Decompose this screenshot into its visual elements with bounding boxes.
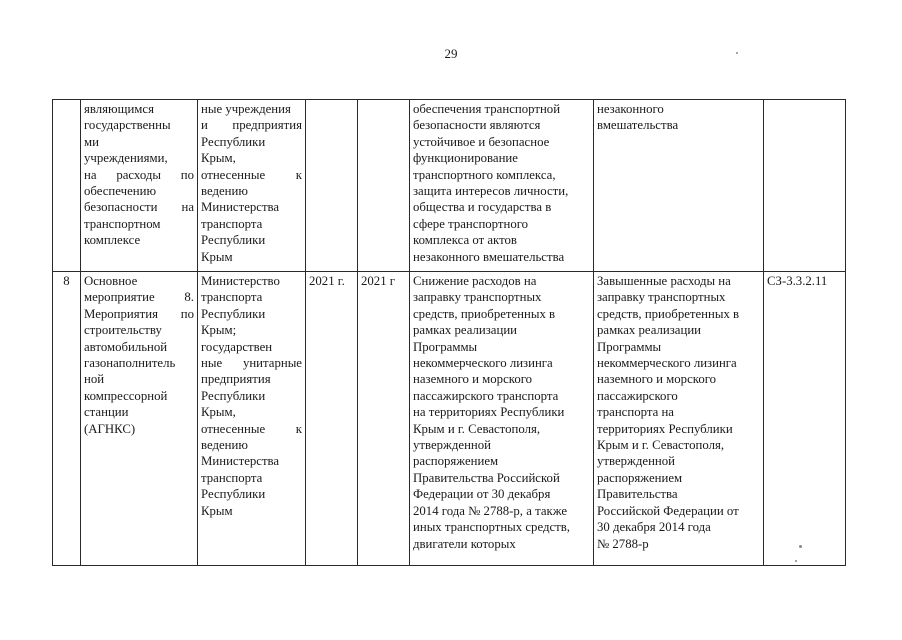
cell-line: государствен: [201, 339, 273, 354]
cell-reference: СЗ-3.3.2.11: [764, 272, 846, 566]
cell-line: Республики: [201, 487, 266, 502]
cell-expected-result: [410, 100, 594, 272]
cell-line: пассажирского: [597, 388, 678, 403]
cell-line: некоммерческого лизинга: [413, 356, 553, 371]
cell-line: Программы: [597, 339, 662, 354]
cell-word: отнесенные: [201, 421, 266, 436]
cell-line: Министерство: [201, 274, 280, 288]
cell-line: ми: [84, 134, 99, 149]
cell-line: заправку транспортных: [597, 290, 726, 305]
cell-line: утвержденной: [597, 454, 676, 469]
cell-line: распоряжением: [413, 454, 499, 469]
cell-start-date: [306, 100, 358, 272]
cell-line: функционирование: [413, 151, 518, 166]
cell-responsible: [198, 100, 306, 272]
cell-word: по: [180, 306, 194, 321]
cell-word: ные: [201, 356, 223, 371]
cell-line: Федерации от 30 декабря: [413, 487, 551, 502]
cell-line: Крым: [201, 503, 233, 518]
cell-line: [201, 421, 302, 437]
cell-line: 30 декабря 2014 года: [597, 520, 711, 535]
cell-line: [84, 273, 194, 289]
scan-speck: [736, 52, 738, 54]
cell-line: ведению: [201, 184, 248, 199]
cell-line: транспорта на: [597, 405, 674, 420]
cell-line: сфере транспортного: [413, 216, 529, 231]
cell-line: ной: [84, 372, 105, 387]
cell-line: транспорта: [201, 216, 263, 231]
cell-line: территориях Республики: [597, 421, 733, 436]
cell-line: пассажирского транспорта: [413, 388, 559, 403]
table-body: [53, 100, 846, 566]
cell-measure: [81, 100, 198, 272]
cell-word: Основное: [84, 274, 138, 288]
cell-line: Правительства Российской: [413, 470, 560, 485]
cell-line: утвержденной: [413, 438, 492, 453]
cell-line: некоммерческого лизинга: [597, 356, 737, 371]
cell-word: к: [295, 167, 302, 182]
cell-line: Министерства: [201, 454, 280, 469]
cell-line: средств, приобретенных в: [597, 306, 740, 321]
cell-line: строительству: [84, 323, 162, 338]
cell-line: транспорта: [201, 470, 263, 485]
cell-line: обеспечению: [84, 184, 157, 199]
cell-line: станции: [84, 405, 129, 420]
cell-line: [201, 167, 302, 183]
cell-word: 8.: [184, 290, 194, 305]
cell-line: общества и государства в: [413, 200, 552, 215]
cell-line: обеспечения транспортной: [413, 102, 561, 116]
cell-responsible: [198, 272, 306, 566]
cell-line: (АГНКС): [84, 421, 136, 436]
cell-line: ные учреждения: [201, 102, 291, 116]
cell-consequences: [594, 272, 764, 566]
document-table: [52, 99, 846, 566]
cell-word: отнесенные: [201, 167, 266, 182]
cell-line: № 2788-р: [597, 536, 649, 551]
cell-line: [84, 167, 194, 183]
cell-line: комплекса от актов: [413, 233, 517, 248]
cell-line: [84, 306, 194, 322]
cell-number: 8: [53, 272, 81, 566]
cell-consequences: [594, 100, 764, 272]
cell-line: 2014 года № 2788-р, а также: [413, 503, 568, 518]
cell-line: рамках реализации: [597, 323, 702, 338]
cell-line: двигатели которых: [413, 536, 516, 551]
cell-line: Республики: [201, 388, 266, 403]
cell-expected-result: [410, 272, 594, 566]
cell-line: [201, 355, 302, 371]
cell-line: на территориях Республики: [413, 405, 565, 420]
page-number: 29: [444, 46, 458, 61]
cell-line: ведению: [201, 438, 248, 453]
cell-line: Программы: [413, 339, 478, 354]
table-row: [53, 100, 846, 272]
cell-line: Крым;: [201, 323, 237, 338]
cell-line: автомобильной: [84, 339, 168, 354]
cell-line: комплексе: [84, 233, 141, 248]
cell-line: Завышенные расходы на: [597, 274, 731, 288]
cell-line: транспорта: [201, 290, 263, 305]
cell-line: вмешательства: [597, 118, 679, 133]
cell-line: учреждениями,: [84, 151, 168, 166]
cell-number: [53, 100, 81, 272]
cell-line: транспортном: [84, 216, 161, 231]
cell-line: компрессорной: [84, 388, 168, 403]
cell-line: Снижение расходов на: [413, 274, 537, 288]
cell-line: Крым,: [201, 151, 236, 166]
cell-line: рамках реализации: [413, 323, 518, 338]
cell-word: Мероприятия: [84, 306, 158, 321]
cell-word: к: [295, 421, 302, 436]
scan-speck: [795, 560, 797, 562]
cell-line: Республики: [201, 306, 266, 321]
cell-word: на: [84, 167, 97, 182]
cell-word: по: [180, 167, 194, 182]
cell-line: Крым,: [201, 405, 236, 420]
cell-line: незаконного вмешательства: [413, 249, 565, 264]
cell-line: являющимся: [84, 102, 154, 116]
cell-word: безопасности: [84, 200, 158, 215]
cell-line: Российской Федерации от: [597, 503, 739, 518]
cell-word: расходы: [116, 167, 161, 182]
cell-line: Правительства: [597, 487, 678, 502]
cell-line: защита интересов личности,: [413, 184, 569, 199]
cell-line: Крым и г. Севастополя,: [597, 438, 725, 453]
cell-line: наземного и морского: [597, 372, 717, 387]
cell-line: Министерства: [201, 200, 280, 215]
scan-speck: [799, 545, 802, 548]
cell-line: Республики: [201, 134, 266, 149]
cell-line: иных транспортных средств,: [413, 520, 570, 535]
cell-line: Крым: [201, 249, 233, 264]
cell-line: средств, приобретенных в: [413, 306, 556, 321]
cell-line: заправку транспортных: [413, 290, 542, 305]
cell-line: незаконного: [597, 102, 664, 116]
cell-line: транспортного комплекса,: [413, 167, 556, 182]
cell-end-date: 2021 г: [358, 272, 410, 566]
cell-line: [84, 199, 194, 215]
cell-start-date: 2021 г.: [306, 272, 358, 566]
cell-word: предприятия: [232, 118, 302, 133]
cell-line: наземного и морского: [413, 372, 533, 387]
cell-word: мероприятие: [84, 290, 155, 305]
cell-line: распоряжением: [597, 470, 683, 485]
cell-line: Крым и г. Севастополя,: [413, 421, 541, 436]
table-row: [53, 272, 846, 566]
cell-line: Республики: [201, 233, 266, 248]
cell-line: [84, 289, 194, 305]
cell-line: устойчивое и безопасное: [413, 134, 550, 149]
cell-word: на: [181, 200, 194, 215]
cell-reference: [764, 100, 846, 272]
cell-measure: [81, 272, 198, 566]
cell-line: безопасности являются: [413, 118, 541, 133]
cell-end-date: [358, 100, 410, 272]
cell-word: и: [201, 118, 208, 133]
cell-line: предприятия: [201, 372, 271, 387]
cell-word: унитарные: [242, 356, 302, 371]
cell-line: государственны: [84, 118, 171, 133]
cell-line: [201, 117, 302, 133]
cell-line: газонаполнитель: [84, 356, 176, 371]
